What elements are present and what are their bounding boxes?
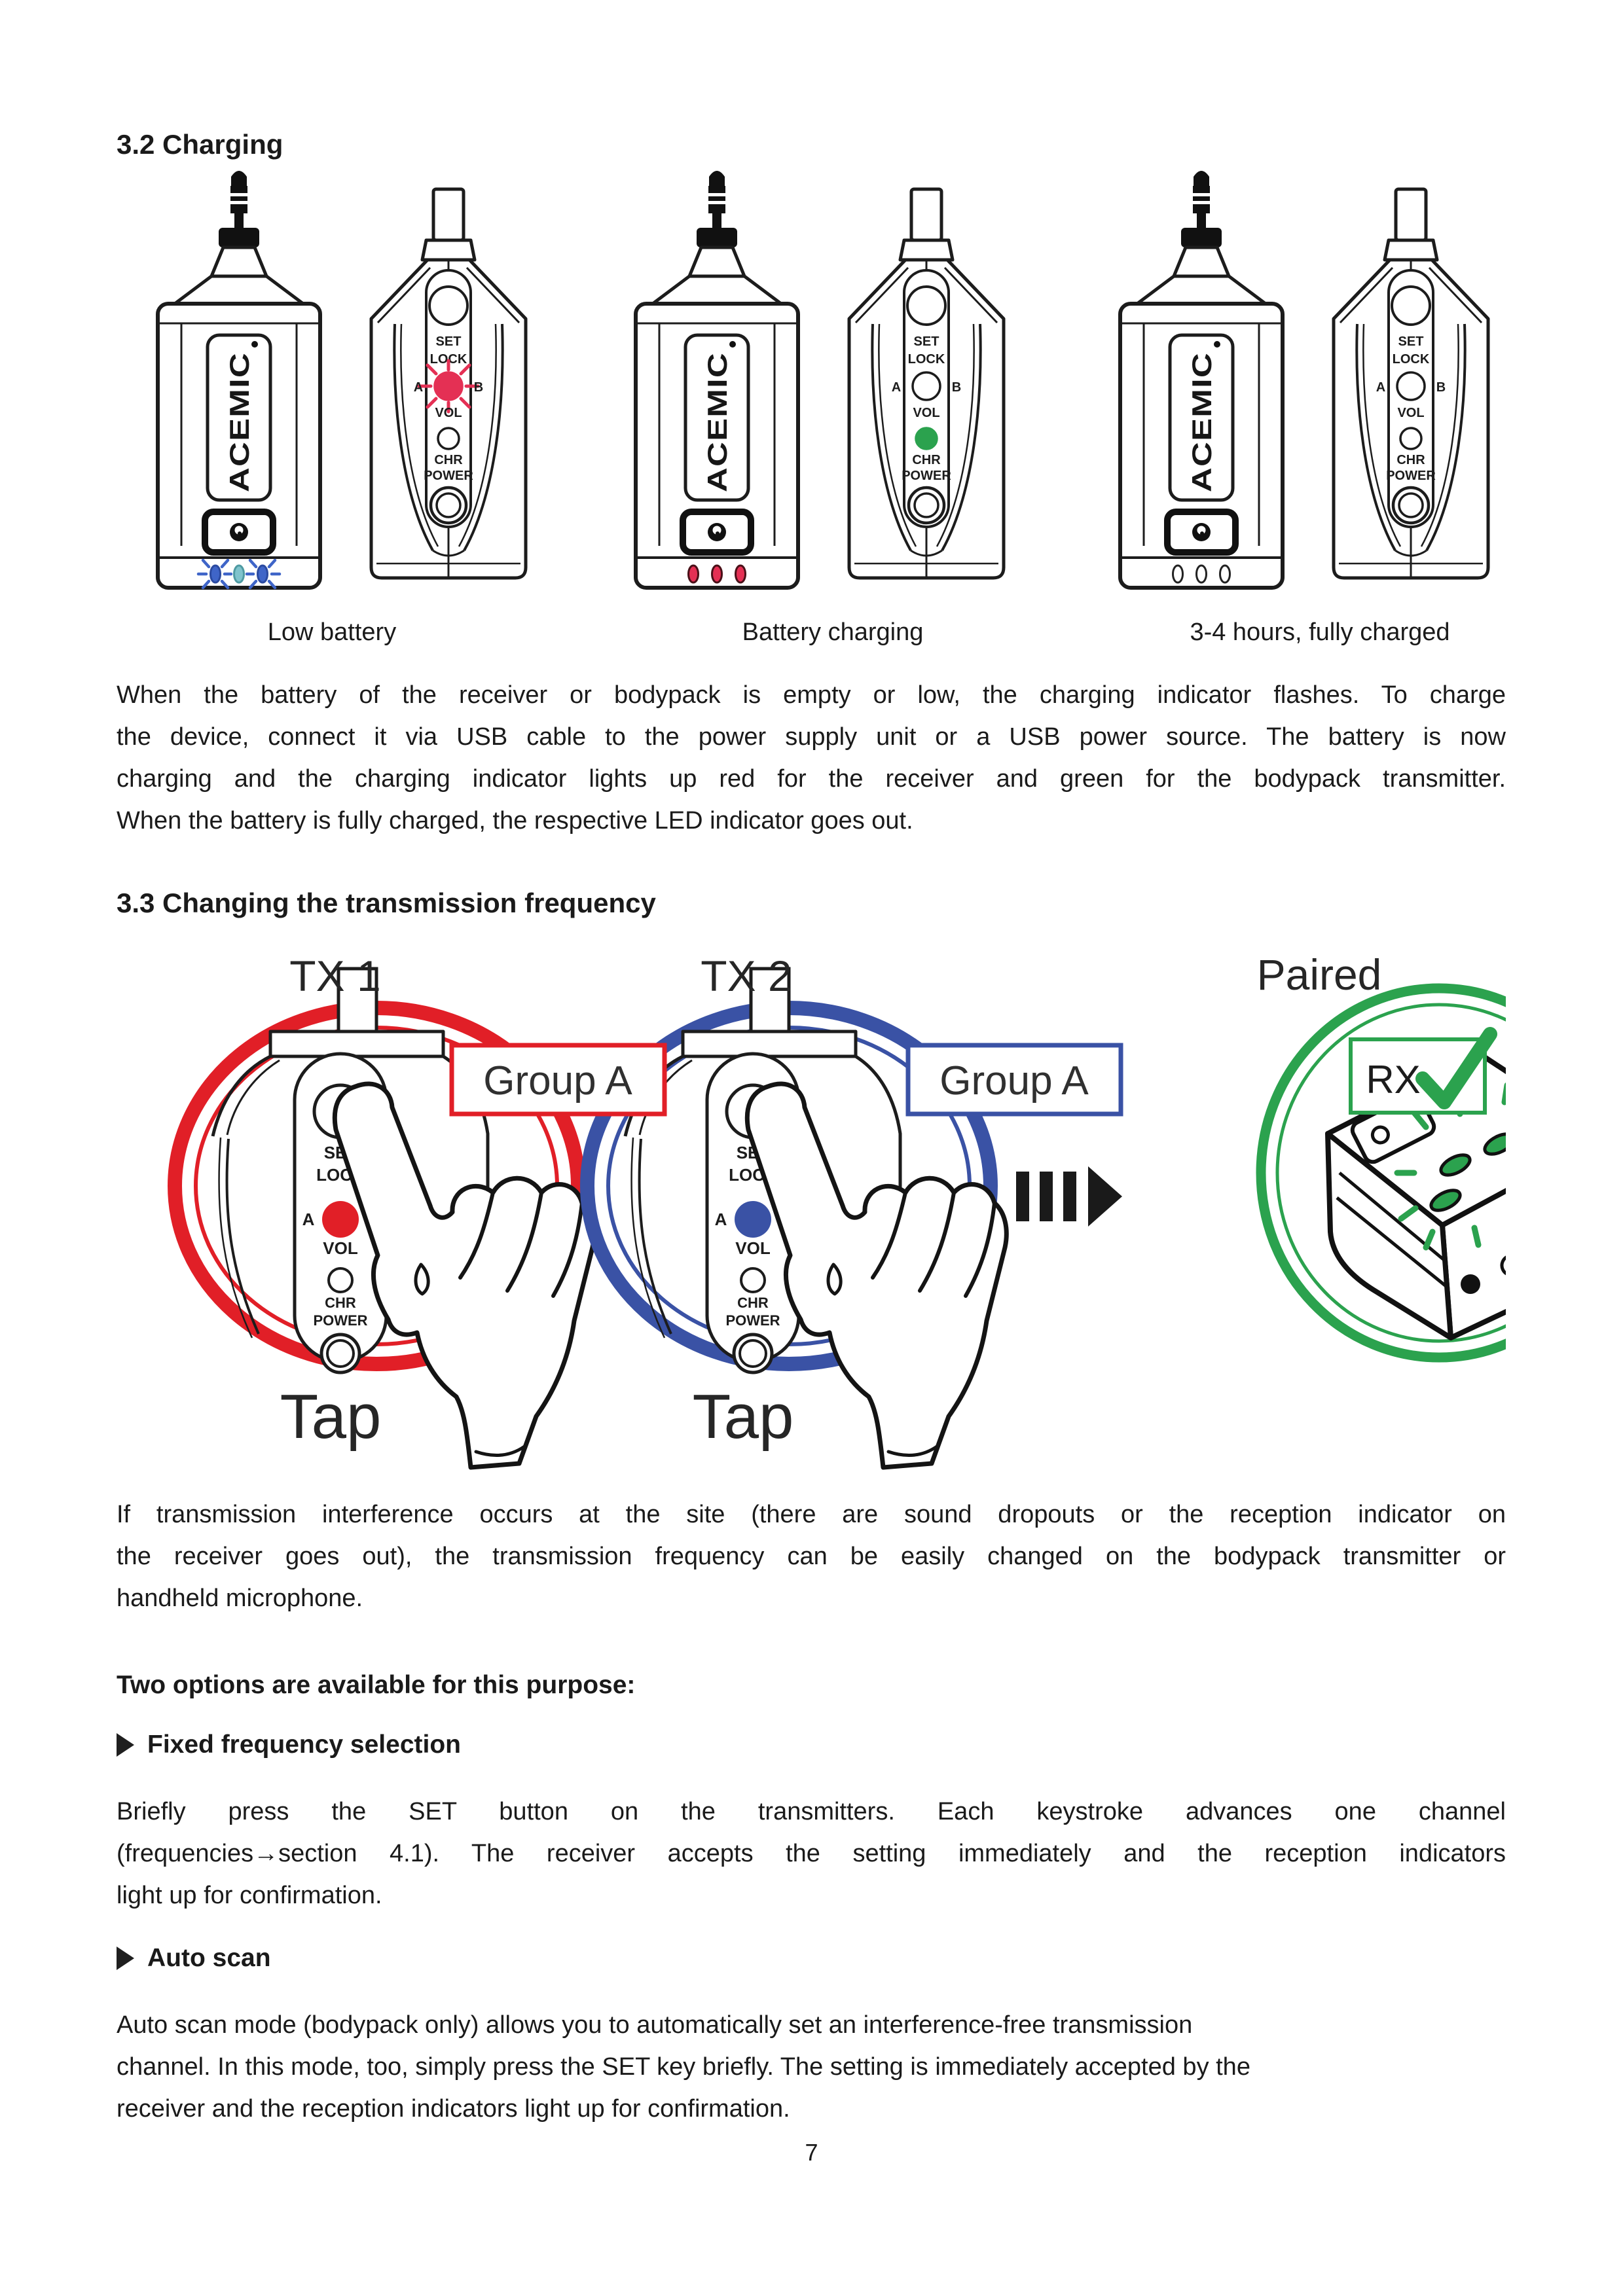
transition-arrow-icon: [1016, 1166, 1122, 1227]
paragraph-line: the device, connect it via USB cable to the power supply unit or a USB power source. The battery is now: [117, 723, 1506, 751]
option-fixed-frequency: [117, 1728, 461, 1762]
caption-battery-charging: Battery charging: [742, 619, 924, 646]
section-3-3-heading: 3.3 Changing the transmission frequency: [117, 888, 656, 918]
tap2-label: Tap: [692, 1382, 794, 1452]
bodypack-charging: [636, 171, 798, 588]
option2-title: Auto scan: [147, 1944, 271, 1972]
caption-low-battery: Low battery: [267, 619, 397, 646]
receiver-fully-charged: [1334, 189, 1488, 578]
section-3-2-heading: 3.2 Charging: [117, 129, 283, 160]
charging-paragraph: [117, 674, 1506, 842]
bullet-triangle-icon: [117, 1733, 134, 1757]
paragraph-line: When the battery of the receiver or bodypack is empty or low, the charging indicator flashes. To charge: [117, 681, 1506, 709]
auto-scan-paragraph: [117, 2004, 1506, 2130]
bullet-triangle-icon: [117, 1946, 134, 1970]
bodypack-fully-charged: [1120, 171, 1283, 588]
tx1-label: TX 1: [289, 952, 381, 1000]
bodypack-low-battery: [158, 171, 320, 588]
frequency-change-figure: [117, 942, 1506, 1486]
rx-label: RX: [1366, 1058, 1421, 1102]
tx2-label: TX 2: [701, 952, 792, 1000]
paragraph-line: channel. In this mode, too, simply press the SET key briefly. The setting is immediately accepted by the: [117, 2053, 1250, 2081]
paragraph-line: charging and the charging indicator lights up red for the receiver and green for the bodypack transmitter.: [117, 765, 1506, 793]
tap1-label: Tap: [280, 1382, 382, 1452]
option1-title: Fixed frequency selection: [147, 1731, 461, 1759]
paragraph-line: Briefly press the SET button on the transmitters. Each keystroke advances one channel: [117, 1798, 1506, 1825]
group-a-label: Group A: [483, 1058, 632, 1103]
receiver-low-battery: [371, 189, 526, 578]
paragraph-line: Auto scan mode (bodypack only) allows you to automatically set an interference-free transmission: [117, 2011, 1193, 2039]
paragraph-line: If transmission interference occurs at the site (there are sound dropouts or the reception indicator on: [117, 1501, 1506, 1528]
paired-label: Paired: [1256, 950, 1382, 999]
interference-paragraph: [117, 1494, 1506, 1619]
paragraph-line: When the battery is fully charged, the respective LED indicator goes out.: [117, 807, 913, 834]
paragraph-line: (frequencies→section 4.1). The receiver accepts the setting immediately and the reception indicators: [117, 1840, 1506, 1867]
group-a-label: Group A: [939, 1058, 1089, 1103]
charging-states-figure: [117, 160, 1506, 599]
paragraph-line: the receiver goes out), the transmission frequency can be easily changed on the bodypack transmitter or: [117, 1543, 1506, 1570]
options-intro: Two options are available for this purpose:: [117, 1671, 636, 1699]
fixed-frequency-paragraph: [117, 1791, 1506, 1916]
page-number: 7: [805, 2139, 818, 2166]
caption-fully-charged: 3-4 hours, fully charged: [1190, 619, 1450, 646]
option-auto-scan: [117, 1941, 271, 1975]
paragraph-line: handheld microphone.: [117, 1585, 363, 1612]
paragraph-line: light up for confirmation.: [117, 1882, 382, 1909]
paragraph-line: receiver and the reception indicators light up for confirmation.: [117, 2095, 790, 2123]
receiver-charging: [849, 189, 1004, 578]
